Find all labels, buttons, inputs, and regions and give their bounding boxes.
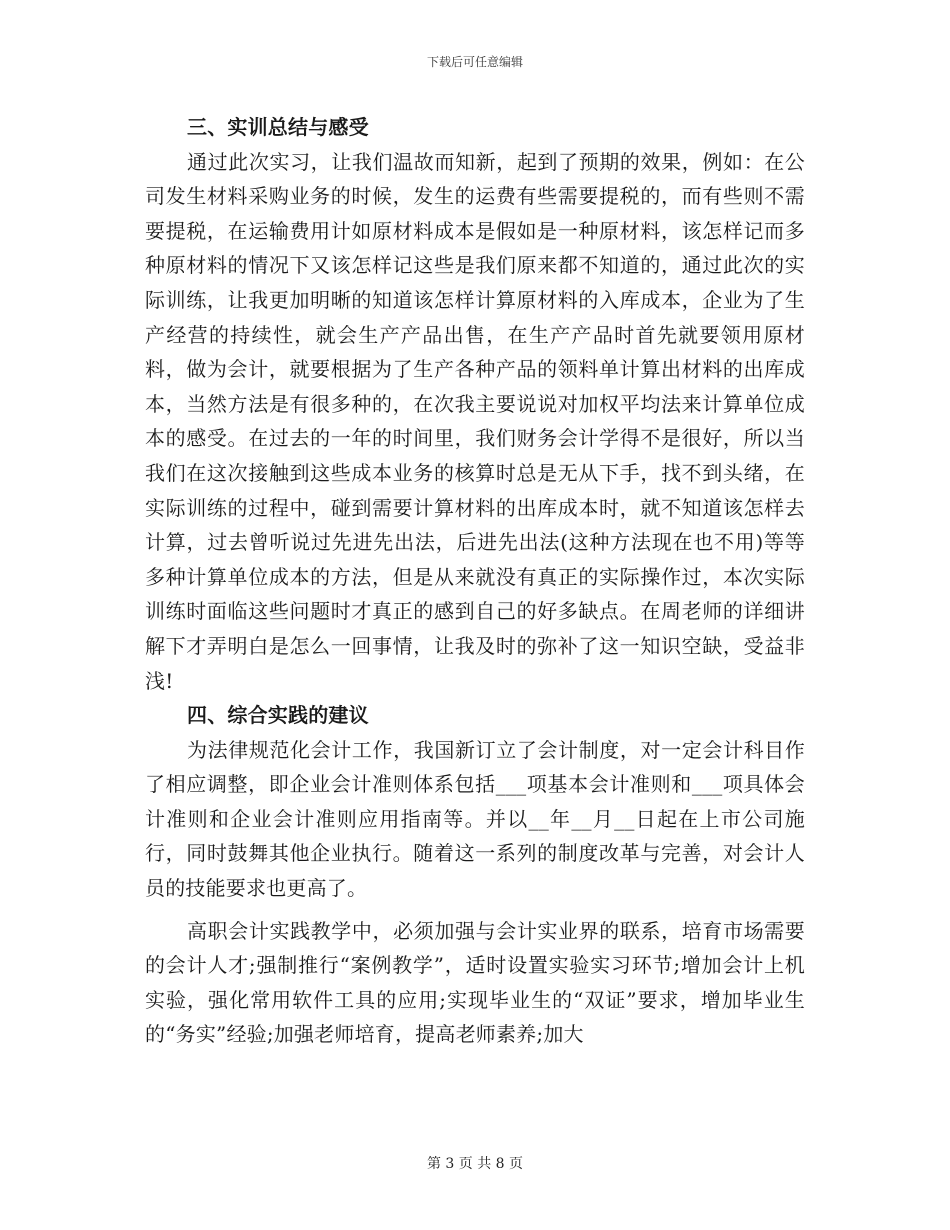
page-number: 第 3 页 共 8 页 (426, 1156, 524, 1172)
section-3-heading: 三、实训总结与感受 (187, 115, 369, 139)
section-4-paragraph-1: 为法律规范化会计工作，我国新订立了会计制度，对一定会计科目作了相应调整，即企业会计准则体系包括___项基本会计准则和___项具体会计准则和企业会计准则应用指南等。并以__年__月__日起在上市公司施行，同时鼓舞其他企业执行。随着这一系列的制度改革与完善，对会计人员的技能要求也更高了。 (145, 737, 805, 901)
section-3-paragraph: 通过此次实习，让我们温故而知新，起到了预期的效果，例如：在公司发生材料采购业务的时候，发生的运费有些需要提税的，而有些则不需要提税，在运输费用计如原材料成本是假如是一种原材料，该怎样记而多种原材料的情况下又该怎样记这些是我们原来都不知道的，通过此次的实际训练，让我更加明晰的知道该怎样计算原材料的入库成本，企业为了生产经营的持续性，就会生产产品出售，在生产产品时首先就要领用原材料，做为会计，就要根据为了生产各种产品的领料单计算出材料的出库成本，当然方法是有很多种的，在次我主要说说对加权平均法来计算单位成本的感受。在过去的一年的时间里，我们财务会计学得不是很好，所以当我们在这次接触到这些成本业务的核算时总是无从下手，找不到头绪，在实际训练的过程中，碰到需要计算材料的出库成本时，就不知道该怎样去计算，过去曾听说过先进先出法，后进先出法(这种方法现在也不用)等等多种计算单位成本的方法，但是从来就没有真正的实际操作过，本次实际训练时面临这些问题时才真正的感到自己的好多缺点。在周老师的详细讲解下才弄明白是怎么一回事情，让我及时的弥补了这一知识空缺，受益非浅! (145, 149, 805, 693)
paragraph-gap (145, 906, 805, 914)
header-note: 下载后可任意编辑 (426, 55, 523, 69)
document-body (145, 110, 805, 1052)
section-4-heading: 四、综合实践的建议 (187, 703, 369, 728)
section-4-paragraph-2: 高职会计实践教学中，必须加强与会计实业界的联系，培育市场需要的会计人才;强制推行“案例教学”，适时设置实验实习环节;增加会计上机实验，强化常用软件工具的应用;实现毕业生的“双证”要求，增加毕业生的“务实”经验;加强老师培育，提高老师素养;加大 (145, 918, 805, 1047)
